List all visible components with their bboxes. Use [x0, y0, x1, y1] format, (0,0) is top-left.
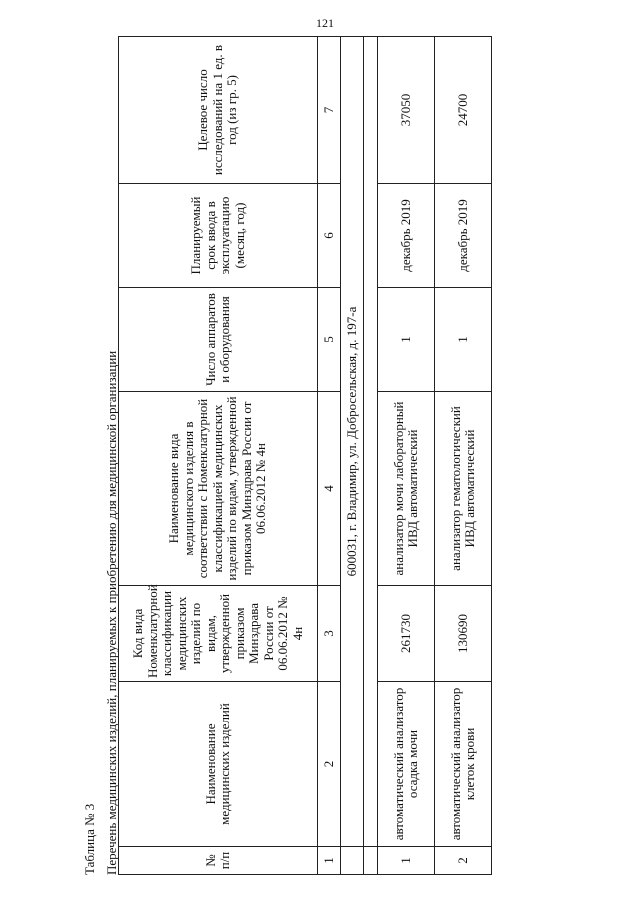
page-number: 121: [316, 16, 334, 30]
header-count: Число аппаратов и оборудования: [119, 288, 318, 392]
table-title: Перечень медицинских изделий, планируемых к приобретению для медицинской организации: [104, 350, 119, 875]
header-code: Код вида Номенклатурной классификации медицинских изделий по видам, утвержденной приказом Минздрава России от 06.06.2012 № 4н: [119, 586, 318, 682]
row-target: 24700: [435, 37, 492, 184]
header-kind: Наименование вида медицинского изделия в соответствии с Номенклатурной классификацией медицинских изделий по видам, утвержденной приказом Минздрава России от 06.06.2012 № 4н: [119, 392, 318, 586]
column-number: 1: [318, 847, 341, 875]
row-kind: анализатор мочи лабораторный ИВД автоматический: [378, 392, 435, 586]
table-caption: Таблица № 3: [82, 803, 97, 875]
column-numbers-row: [318, 37, 341, 875]
column-number: 4: [318, 392, 341, 586]
column-number: 6: [318, 184, 341, 288]
spacer-cell: [364, 37, 378, 847]
header-num: № п/п: [119, 847, 318, 875]
column-number: 2: [318, 682, 341, 847]
address-cell: 600031, г. Владимир, ул. Добросельская, д. 197-а: [341, 37, 364, 847]
rotated-page: [80, 35, 550, 875]
address-pad: [341, 847, 364, 875]
column-number: 7: [318, 37, 341, 184]
address-row: [341, 37, 364, 875]
spacer-row: [364, 37, 378, 875]
row-count: 1: [435, 288, 492, 392]
column-number: 3: [318, 586, 341, 682]
medical-devices-table: [118, 36, 492, 875]
header-row: [119, 37, 318, 875]
row-count: 1: [378, 288, 435, 392]
row-name: автоматический анализатор клеток крови: [435, 682, 492, 847]
row-code: 261730: [378, 586, 435, 682]
header-date: Планируемый срок ввода в эксплуатацию (месяц, год): [119, 184, 318, 288]
row-kind: анализатор гематологический ИВД автоматический: [435, 392, 492, 586]
row-target: 37050: [378, 37, 435, 184]
header-name: Наименование медицинских изделий: [119, 682, 318, 847]
row-name: автоматический анализатор осадка мочи: [378, 682, 435, 847]
row-date: декабрь 2019: [378, 184, 435, 288]
spacer-cell: [364, 847, 378, 875]
header-target: Целевое число исследований на 1 ед. в год (из гр. 5): [119, 37, 318, 184]
row-code: 130690: [435, 586, 492, 682]
table-row: [435, 37, 492, 875]
table-row: [378, 37, 435, 875]
row-date: декабрь 2019: [435, 184, 492, 288]
row-num: 1: [378, 847, 435, 875]
column-number: 5: [318, 288, 341, 392]
row-num: 2: [435, 847, 492, 875]
